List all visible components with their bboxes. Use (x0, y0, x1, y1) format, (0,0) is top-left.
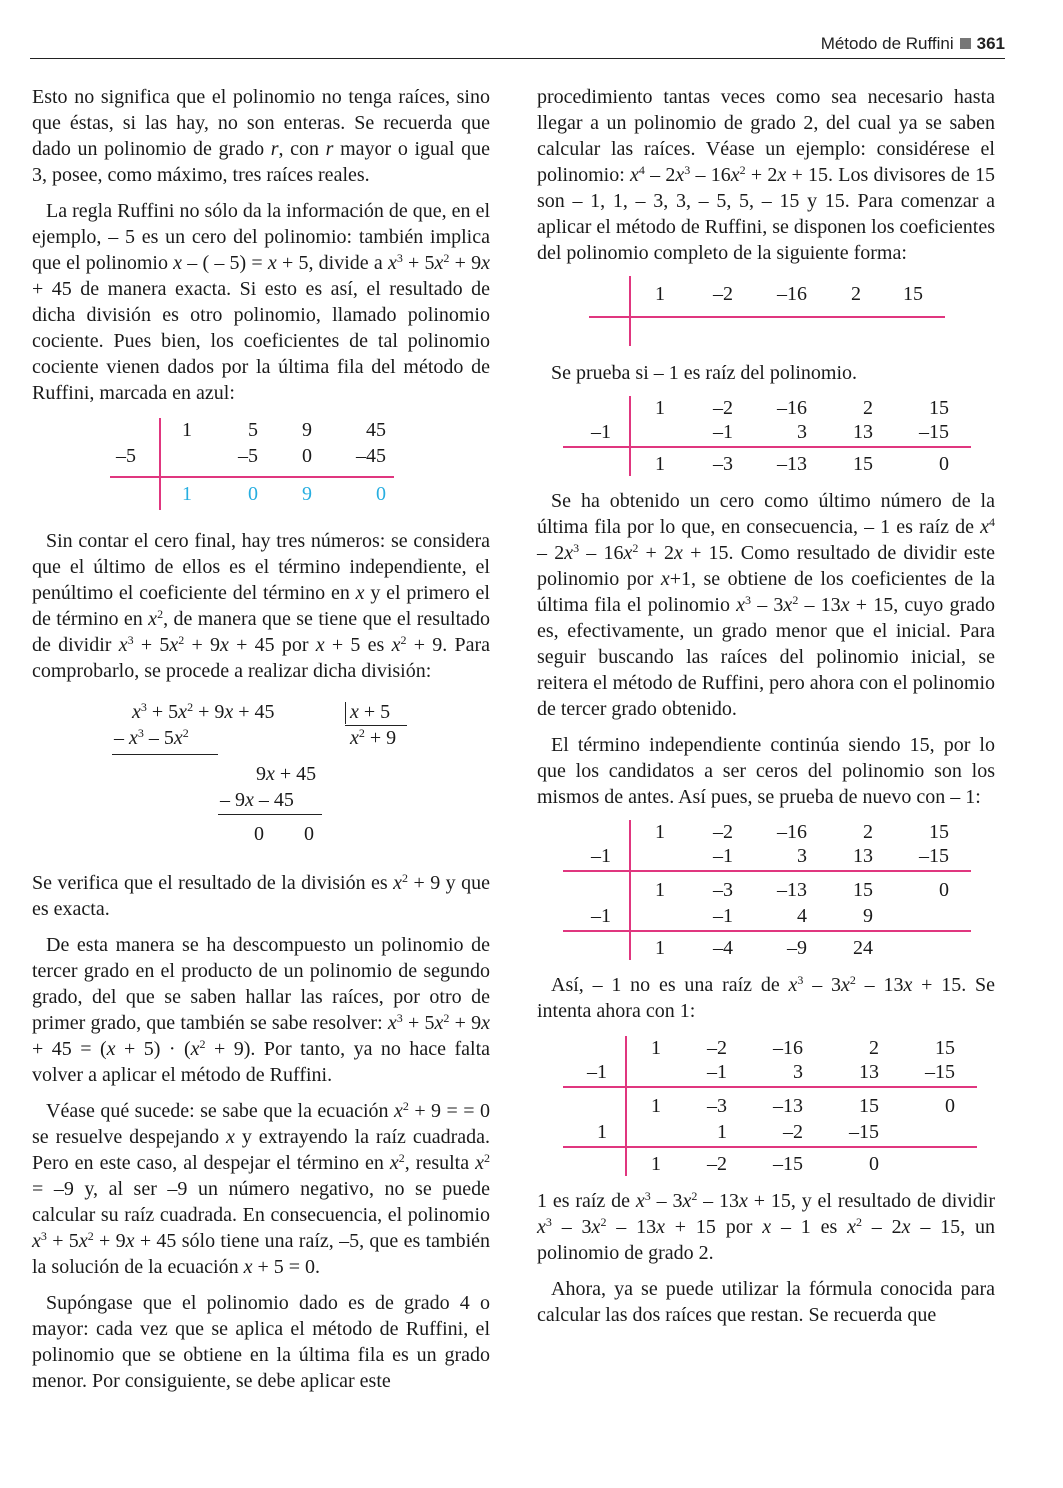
quotient: $x^2 + 9$ (350, 726, 397, 749)
subtraction-2: – 9x – 45 (220, 789, 294, 811)
cell: –2 (713, 283, 733, 305)
cell: 1 (655, 879, 665, 901)
header-title: Método de Ruffini (820, 34, 954, 53)
result-cell: 1 (182, 483, 192, 505)
result-cell: 9 (302, 483, 312, 505)
cell: –2 (713, 397, 733, 419)
right-paragraph-6: 1 es raíz de $x^3 - 3x^2 - 13x + 15$, y el resultado de dividir $x^3 - 3x^2 - 13x + 15$ por x – 1 es $x^2 - 2x - 15$, un polinomio de grado 2. (537, 1189, 996, 1264)
cell: –2 (713, 821, 733, 843)
cell: 15 (929, 821, 949, 843)
divisor: –1 (591, 905, 611, 927)
right-paragraph-4: El término independiente continúa siendo 15, por lo que los candidatos a ser ceros del polinomio son los mismos de antes. Así pues, se prueba de nuevo con – 1: (537, 734, 995, 808)
right-paragraph-5: Así, – 1 no es una raíz de $x^3 - 3x^2 - 13x + 15$. Se intenta ahora con 1: (537, 973, 996, 1022)
cell: 9 (863, 905, 873, 927)
cell: –15 (919, 421, 949, 443)
divisor: –5 (116, 445, 136, 467)
cell: 15 (935, 1037, 955, 1059)
result-cell: –9 (787, 937, 807, 959)
cell: –16 (777, 397, 807, 419)
result-cell: 0 (939, 453, 949, 475)
cell: –15 (919, 845, 949, 867)
right-paragraph-1: procedimiento tantas veces como sea necesario hasta llegar a un polinomio de grado 2, del cual ya se saben calcular las raíces. Véase un ejemplo: considérese el polinomio: $x^4 - 2x^3 - 16x^2 + 2x + 15$. Los divisores de 15 son – 1, 1, – 3, 3, – 5, 5, – 15 y 15. Para comenzar a aplicar el método de Ruffini, se disponen los coeficientes del polinomio completo de la siguiente forma: (537, 86, 996, 264)
cell: 0 (939, 879, 949, 901)
result-cell: 1 (655, 453, 665, 475)
ruffini-table-1 (32, 418, 490, 518)
left-paragraph-4: Se verifica que el resultado de la división es $x^2 + 9$ y que es exacta. (32, 871, 491, 920)
left-paragraph-3: Sin contar el cero final, hay tres números: se considera que el último de ellos es el término independiente, el penúltimo el coeficiente del término en x y el primero el de término en $x^2$, de manera que se tiene que el resultado de dividir $x^3 + 5x^2 + 9x + 45$ por x + 5 es $x^2 + 9$. Para comprobarlo, se procede a realizar dicha división: (32, 530, 491, 682)
page-number: 361 (976, 34, 1005, 53)
cell: –2 (707, 1037, 727, 1059)
right-paragraph-3: Se ha obtenido un cero como último número de la última fila por lo que, en consecuencia, – 1 es raíz de $x^4 - 2x^3 - 16x^2 + 2x + 15$. Como resultado de dividir este polinomio por x+1, se obtiene de los coeficientes de la última fila el polinomio $x^3 - 3x^2 - 13x + 15$, cuyo grado es, efectivamente, un grado menor que el inicial. Para seguir buscando las raíces del polinomio inicial, se reitera el método de Ruffini, pero ahora con el polinomio de tercer grado obtenido. (537, 490, 996, 720)
left-paragraph-7: Supóngase que el polinomio dado es de grado 4 o mayor: cada vez que se aplica el método de Ruffini, el polinomio que se obtiene en la última fila es un grado menor. Por consiguiente, se debe aplicar este (32, 1292, 490, 1392)
result-cell: –15 (773, 1153, 803, 1175)
cell: 15 (929, 397, 949, 419)
remainder-a: 0 (254, 823, 264, 845)
cell: 15 (859, 1095, 879, 1117)
cell: 45 (366, 419, 386, 441)
remainder-b: 0 (304, 823, 314, 845)
cell: –13 (773, 1095, 803, 1117)
cell: –13 (777, 879, 807, 901)
cell: –1 (707, 1061, 727, 1083)
right-paragraph-2: Se prueba si – 1 es raíz del polinomio. (551, 362, 858, 384)
cell: –15 (849, 1121, 879, 1143)
result-cell: 0 (869, 1153, 879, 1175)
cell: 1 (655, 397, 665, 419)
cell: –16 (777, 283, 807, 305)
result-cell: 1 (655, 937, 665, 959)
divisor: –1 (591, 845, 611, 867)
cell: 1 (655, 283, 665, 305)
ruffini-table-4 (537, 820, 995, 960)
polynomial-division (32, 700, 490, 860)
cell: –1 (713, 845, 733, 867)
cell: 0 (302, 445, 312, 467)
cell: 3 (793, 1061, 803, 1083)
running-header (821, 34, 1005, 54)
cell: 15 (903, 283, 923, 305)
divisor: 1 (597, 1121, 607, 1143)
cell: 15 (853, 879, 873, 901)
left-paragraph-6: Véase qué sucede: se sabe que la ecuación $x^2 + 9$ = = 0 se resuelve despejando x y extrayendo la raíz cuadrada. Pero en este caso, al despejar el término en $x^2$, resulta $x^2 = -9$ y, al ser –9 un número negativo, no se puede calcular su raíz cuadrada. En consecuencia, el polinomio $x^3 + 5x^2 + 9x + 45$ sólo tiene una raíz, –5, que es también la solución de la ecuación x + 5 = 0. (32, 1099, 491, 1278)
left-paragraph-1: Esto no significa que el polinomio no tenga raíces, sino que éstas, si las hay, no son enteras. Se recuerda que dado un polinomio de grado r, con r mayor o igual que 3, posee, como máximo, tres raíces reales. (32, 86, 490, 186)
divisor: x + 5 (350, 701, 391, 723)
cell: 4 (797, 905, 807, 927)
cell: 9 (302, 419, 312, 441)
cell: –1 (713, 421, 733, 443)
result-cell: 24 (853, 937, 873, 959)
left-paragraph-5: De esta manera se ha descompuesto un polinomio de tercer grado en el producto de un polinomio de segundo grado, del que se saben hallar las raíces, por otro de primer grado, que también se sabe resolver: $x^3 + 5x^2 + 9x + 45 = (x + 5) \cdot (x^2 + 9)$. Por tanto, ya no hace falta volver a aplicar el método de Ruffini. (32, 934, 491, 1086)
cell: –45 (356, 445, 386, 467)
cell: 3 (797, 845, 807, 867)
remainder-1: 9x + 45 (256, 763, 317, 785)
left-paragraph-2: La regla Ruffini no sólo da la información de que, en el ejemplo, – 5 es un cero del polinomio: también implica que el polinomio x – ( – 5) = x + 5, divide a $x^3 + 5x^2 + 9x + 45$ de manera exacta. Si esto es así, el resultado de dicha división es otro polinomio, llamado polinomio cociente. Pues bien, los coeficientes de tal polinomio cociente vienen dados por la última fila del método de Ruffini, marcada en azul: (32, 200, 490, 404)
cell: 1 (651, 1037, 661, 1059)
cell: –3 (713, 879, 733, 901)
page-header (30, 30, 1005, 59)
ruffini-table-3 (537, 396, 995, 476)
result-cell: –13 (777, 453, 807, 475)
cell: 13 (859, 1061, 879, 1083)
cell: 13 (853, 845, 873, 867)
cell: 5 (248, 419, 258, 441)
right-column (537, 84, 995, 1338)
cell: 13 (853, 421, 873, 443)
cell: –5 (238, 445, 258, 467)
result-cell: 15 (853, 453, 873, 475)
cell: –16 (773, 1037, 803, 1059)
result-cell: –3 (713, 453, 733, 475)
cell: 0 (945, 1095, 955, 1117)
cell: 2 (863, 821, 873, 843)
left-column (32, 84, 490, 1404)
ruffini-table-5 (537, 1036, 995, 1176)
result-cell: –2 (707, 1153, 727, 1175)
result-cell: 1 (651, 1153, 661, 1175)
cell: –3 (707, 1095, 727, 1117)
cell: –2 (783, 1121, 803, 1143)
cell: –16 (777, 821, 807, 843)
cell: 1 (717, 1121, 727, 1143)
divisor: –1 (587, 1061, 607, 1083)
result-cell: –4 (713, 937, 733, 959)
cell: 2 (851, 283, 861, 305)
cell: 2 (863, 397, 873, 419)
cell: 1 (651, 1095, 661, 1117)
ruffini-table-2 (537, 276, 995, 346)
result-cell: 0 (376, 483, 386, 505)
dividend: $x^3 + 5x^2 + 9x + 45$ (132, 700, 275, 723)
cell: –15 (925, 1061, 955, 1083)
cell: 2 (869, 1037, 879, 1059)
divisor: –1 (591, 421, 611, 443)
subtraction-1: – $x^3 - 5x^2$ (114, 726, 189, 749)
header-square-icon (960, 38, 971, 49)
result-cell: 0 (248, 483, 258, 505)
cell: 3 (797, 421, 807, 443)
cell: –1 (713, 905, 733, 927)
cell: 1 (655, 821, 665, 843)
cell: 1 (182, 419, 192, 441)
right-paragraph-7: Ahora, ya se puede utilizar la fórmula conocida para calcular las dos raíces que restan. Se recuerda que (537, 1278, 995, 1326)
